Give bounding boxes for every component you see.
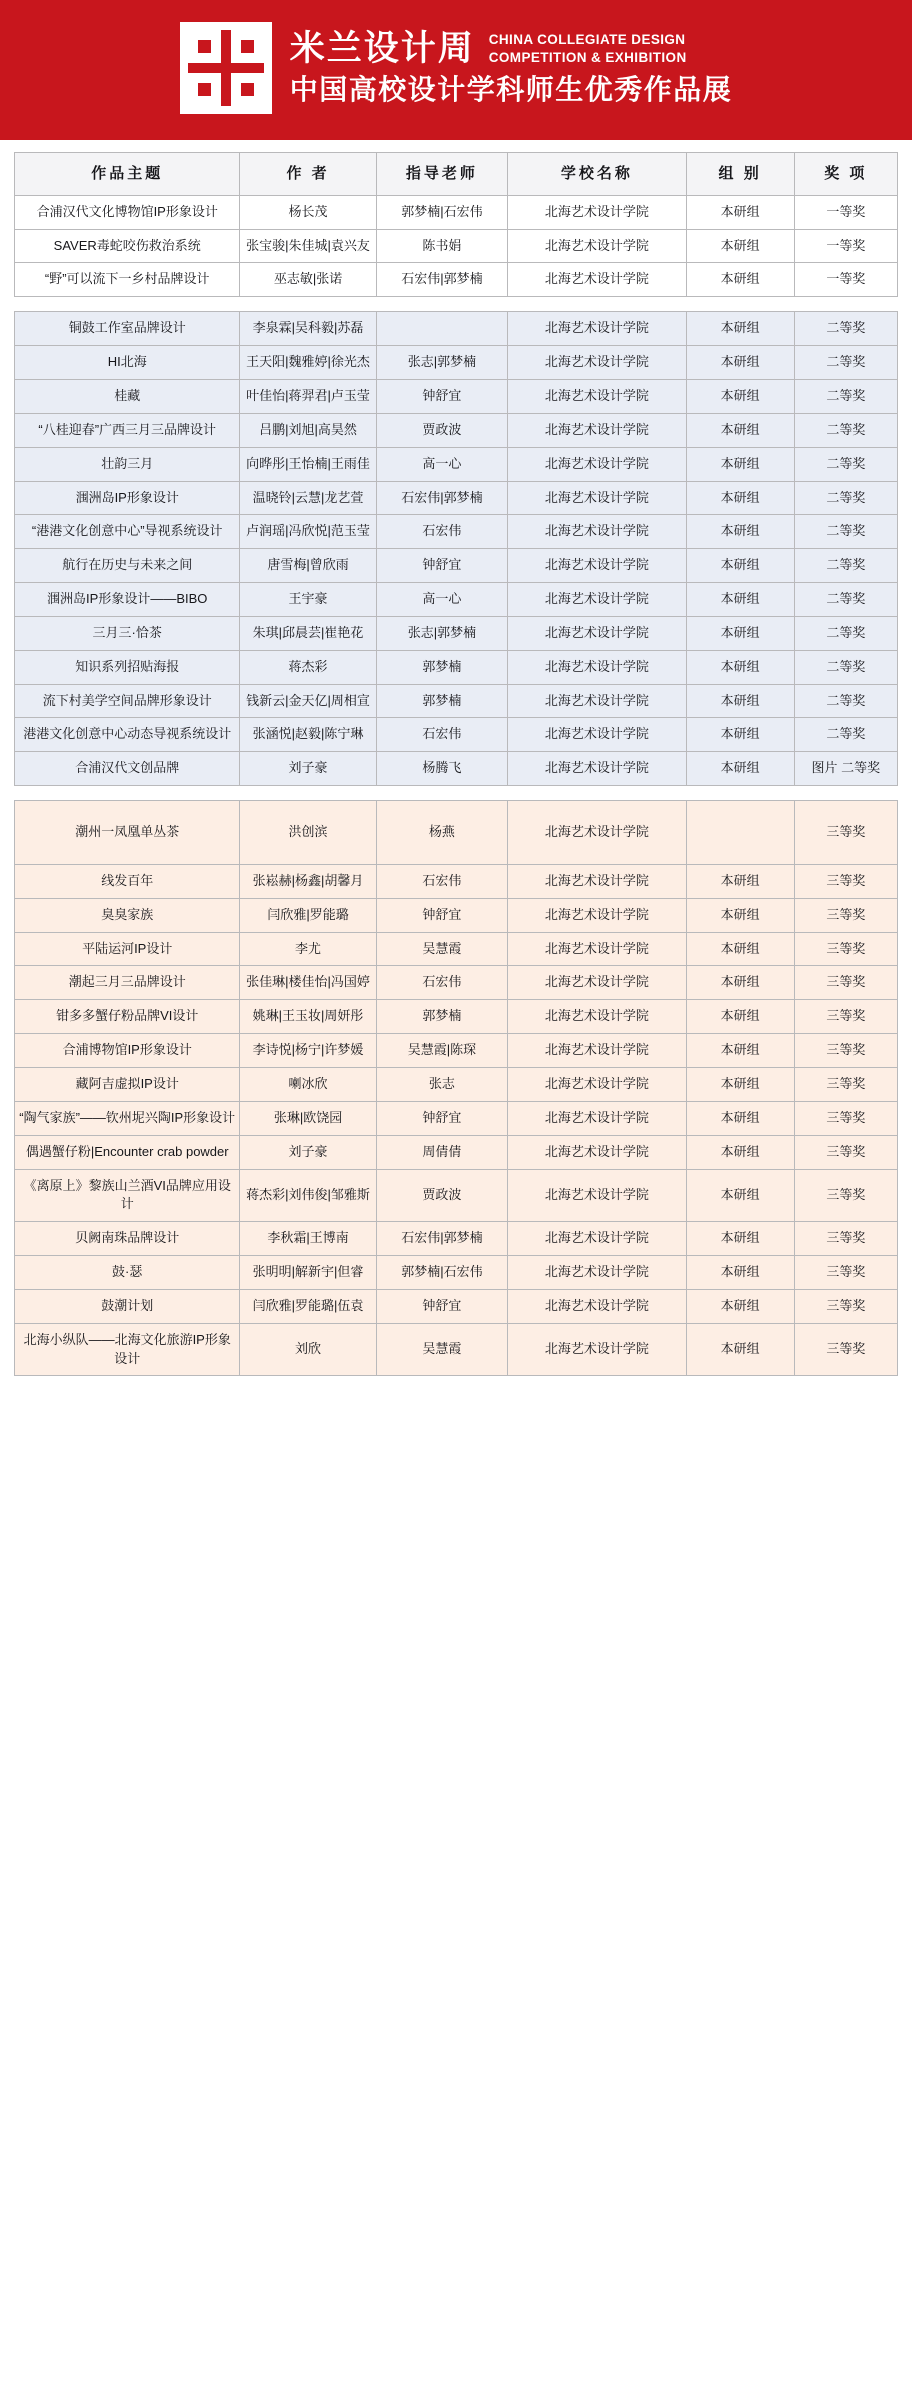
work-title-cell: 三月三·恰茶 — [15, 616, 240, 650]
award-cell: 二等奖 — [794, 583, 897, 617]
group-cell: 本研组 — [686, 1000, 794, 1034]
award-cell: 三等奖 — [794, 1323, 897, 1376]
school-cell: 北海艺术设计学院 — [508, 229, 686, 263]
work-title-cell: 线发百年 — [15, 864, 240, 898]
award-cell: 三等奖 — [794, 1289, 897, 1323]
author-cell: 李秋霜|王博南 — [240, 1222, 376, 1256]
award-cell: 二等奖 — [794, 515, 897, 549]
header-banner-inner — [180, 22, 733, 114]
tutor-cell: 石宏伟 — [376, 718, 508, 752]
tutor-cell: 石宏伟|郭梦楠 — [376, 481, 508, 515]
work-title-cell: 航行在历史与未来之间 — [15, 549, 240, 583]
group-cell: 本研组 — [686, 966, 794, 1000]
tutor-cell: 贾政波 — [376, 413, 508, 447]
author-cell: 刘子豪 — [240, 752, 376, 786]
award-cell: 二等奖 — [794, 481, 897, 515]
school-cell: 北海艺术设计学院 — [508, 549, 686, 583]
table-row — [15, 1289, 898, 1323]
school-cell: 北海艺术设计学院 — [508, 481, 686, 515]
tutor-cell: 郭梦楠|石宏伟 — [376, 1256, 508, 1290]
tutor-cell: 郭梦楠 — [376, 1000, 508, 1034]
school-cell: 北海艺术设计学院 — [508, 583, 686, 617]
tutor-cell: 吴慧霞 — [376, 1323, 508, 1376]
work-title-cell: 涠洲岛IP形象设计——BIBO — [15, 583, 240, 617]
table-row — [15, 1135, 898, 1169]
column-header-title: 作品主题 — [15, 153, 240, 196]
column-header-school: 学校名称 — [508, 153, 686, 196]
award-cell: 二等奖 — [794, 346, 897, 380]
tutor-cell: 石宏伟 — [376, 515, 508, 549]
award-cell: 二等奖 — [794, 650, 897, 684]
work-title-cell: 贝阙南珠品牌设计 — [15, 1222, 240, 1256]
column-header-author: 作 者 — [240, 153, 376, 196]
award-cell: 三等奖 — [794, 1034, 897, 1068]
group-cell: 本研组 — [686, 229, 794, 263]
tutor-cell: 石宏伟 — [376, 966, 508, 1000]
table-row — [15, 932, 898, 966]
tutor-cell: 张志|郭梦楠 — [376, 616, 508, 650]
work-title-cell: 流下村美学空间品牌形象设计 — [15, 684, 240, 718]
school-cell: 北海艺术设计学院 — [508, 1135, 686, 1169]
header-title-en-line1: CHINA COLLEGIATE DESIGN — [488, 31, 686, 47]
tutor-cell: 张志 — [376, 1068, 508, 1102]
table-row — [15, 447, 898, 481]
group-cell: 本研组 — [686, 1256, 794, 1290]
table-row — [15, 1256, 898, 1290]
award-cell: 三等奖 — [794, 1222, 897, 1256]
author-cell: 李尤 — [240, 932, 376, 966]
work-title-cell: 鼓·瑟 — [15, 1256, 240, 1290]
author-cell: 喇冰欣 — [240, 1068, 376, 1102]
work-title-cell: 合浦汉代文创品牌 — [15, 752, 240, 786]
school-cell: 北海艺术设计学院 — [508, 1289, 686, 1323]
header-title-cn-sub: 中国高校设计学科师生优秀作品展 — [289, 74, 733, 106]
table-row — [15, 1000, 898, 1034]
tutor-cell: 杨燕 — [376, 801, 508, 865]
author-cell: 闫欣雅|罗能璐|伍袁 — [240, 1289, 376, 1323]
school-cell: 北海艺术设计学院 — [508, 312, 686, 346]
tutor-cell: 高一心 — [376, 583, 508, 617]
school-cell: 北海艺术设计学院 — [508, 650, 686, 684]
group-cell: 本研组 — [686, 932, 794, 966]
author-cell: 巫志敏|张诺 — [240, 263, 376, 297]
work-title-cell: “八桂迎春”广西三月三品牌设计 — [15, 413, 240, 447]
group-cell: 本研组 — [686, 864, 794, 898]
header-title-cn-main: 米兰设计周 — [289, 29, 475, 69]
author-cell: 朱琪|邱晨芸|崔艳花 — [240, 616, 376, 650]
group-cell: 本研组 — [686, 650, 794, 684]
table-row — [15, 684, 898, 718]
milan-design-week-logo-icon — [180, 22, 272, 114]
table-row — [15, 1323, 898, 1376]
table-row — [15, 413, 898, 447]
tutor-cell: 郭梦楠|石宏伟 — [376, 195, 508, 229]
group-cell: 本研组 — [686, 1289, 794, 1323]
tutor-cell: 郭梦楠 — [376, 650, 508, 684]
award-cell: 三等奖 — [794, 898, 897, 932]
award-cell: 二等奖 — [794, 684, 897, 718]
work-title-cell: 铜鼓工作室品牌设计 — [15, 312, 240, 346]
work-title-cell: 合浦博物馆IP形象设计 — [15, 1034, 240, 1068]
table-row — [15, 312, 898, 346]
work-title-cell: HI北海 — [15, 346, 240, 380]
school-cell: 北海艺术设计学院 — [508, 1034, 686, 1068]
school-cell: 北海艺术设计学院 — [508, 515, 686, 549]
tutor-cell: 石宏伟 — [376, 864, 508, 898]
table-row — [15, 1068, 898, 1102]
work-title-cell: 潮起三月三品牌设计 — [15, 966, 240, 1000]
award-cell: 二等奖 — [794, 718, 897, 752]
group-cell: 本研组 — [686, 346, 794, 380]
school-cell: 北海艺术设计学院 — [508, 1256, 686, 1290]
school-cell: 北海艺术设计学院 — [508, 346, 686, 380]
school-cell: 北海艺术设计学院 — [508, 801, 686, 865]
group-cell: 本研组 — [686, 616, 794, 650]
author-cell: 蒋杰彩|刘伟俊|邹雅斯 — [240, 1169, 376, 1222]
group-cell: 本研组 — [686, 413, 794, 447]
group-cell: 本研组 — [686, 1169, 794, 1222]
work-title-cell: 钳多多蟹仔粉品牌VI设计 — [15, 1000, 240, 1034]
table-row — [15, 752, 898, 786]
work-title-cell: 合浦汉代文化博物馆IP形象设计 — [15, 195, 240, 229]
school-cell: 北海艺术设计学院 — [508, 1222, 686, 1256]
tutor-cell: 张志|郭梦楠 — [376, 346, 508, 380]
tutor-cell: 高一心 — [376, 447, 508, 481]
group-cell — [686, 801, 794, 865]
award-cell: 二等奖 — [794, 379, 897, 413]
award-cell: 三等奖 — [794, 1101, 897, 1135]
group-cell: 本研组 — [686, 684, 794, 718]
table-row — [15, 515, 898, 549]
tier-separator-cell — [15, 786, 898, 801]
table-row — [15, 379, 898, 413]
work-title-cell: “野”可以流下一乡村品牌设计 — [15, 263, 240, 297]
table-row — [15, 263, 898, 297]
author-cell: 刘子豪 — [240, 1135, 376, 1169]
author-cell: 钱新云|金天亿|周相宣 — [240, 684, 376, 718]
school-cell: 北海艺术设计学院 — [508, 684, 686, 718]
work-title-cell: 涠洲岛IP形象设计 — [15, 481, 240, 515]
author-cell: 李泉霖|吴科毅|苏磊 — [240, 312, 376, 346]
tutor-cell: 陈书娟 — [376, 229, 508, 263]
group-cell: 本研组 — [686, 583, 794, 617]
author-cell: 王天阳|魏雅婷|徐光杰 — [240, 346, 376, 380]
column-header-award: 奖 项 — [794, 153, 897, 196]
table-row — [15, 1034, 898, 1068]
table-row — [15, 481, 898, 515]
tutor-cell: 钟舒宜 — [376, 898, 508, 932]
award-cell: 三等奖 — [794, 1169, 897, 1222]
author-cell: 李诗悦|杨宁|许梦媛 — [240, 1034, 376, 1068]
author-cell: 吕鹏|刘旭|高昊然 — [240, 413, 376, 447]
school-cell: 北海艺术设计学院 — [508, 1169, 686, 1222]
work-title-cell: 《离原上》黎族山兰酒VI品牌应用设计 — [15, 1169, 240, 1222]
school-cell: 北海艺术设计学院 — [508, 263, 686, 297]
award-cell: 三等奖 — [794, 1135, 897, 1169]
award-cell: 二等奖 — [794, 549, 897, 583]
tutor-cell: 吴慧霞 — [376, 932, 508, 966]
awards-table — [14, 152, 898, 1376]
author-cell: 温晓铃|云慧|龙艺萱 — [240, 481, 376, 515]
awards-table-body — [15, 195, 898, 1376]
tier-separator-cell — [15, 297, 898, 312]
award-cell: 一等奖 — [794, 195, 897, 229]
awards-table-wrapper — [0, 140, 912, 1382]
author-cell: 张崧赫|杨鑫|胡馨月 — [240, 864, 376, 898]
author-cell: 叶佳怡|蒋羿君|卢玉莹 — [240, 379, 376, 413]
table-row — [15, 346, 898, 380]
group-cell: 本研组 — [686, 481, 794, 515]
group-cell: 本研组 — [686, 447, 794, 481]
award-cell: 一等奖 — [794, 229, 897, 263]
group-cell: 本研组 — [686, 1068, 794, 1102]
school-cell: 北海艺术设计学院 — [508, 1000, 686, 1034]
author-cell: 蒋杰彩 — [240, 650, 376, 684]
group-cell: 本研组 — [686, 263, 794, 297]
group-cell: 本研组 — [686, 898, 794, 932]
award-cell: 三等奖 — [794, 801, 897, 865]
header-title-en — [489, 31, 687, 67]
author-cell: 刘欣 — [240, 1323, 376, 1376]
tutor-cell: 钟舒宜 — [376, 379, 508, 413]
work-title-cell: 臭臭家族 — [15, 898, 240, 932]
award-cell: 一等奖 — [794, 263, 897, 297]
tutor-cell: 贾政波 — [376, 1169, 508, 1222]
work-title-cell: 知识系列招贴海报 — [15, 650, 240, 684]
award-cell: 二等奖 — [794, 312, 897, 346]
award-cell: 二等奖 — [794, 447, 897, 481]
award-cell: 二等奖 — [794, 616, 897, 650]
table-header-row — [15, 153, 898, 196]
tier-separator — [15, 297, 898, 312]
author-cell: 张琳|欧饶园 — [240, 1101, 376, 1135]
group-cell: 本研组 — [686, 1034, 794, 1068]
tutor-cell — [376, 312, 508, 346]
tutor-cell: 郭梦楠 — [376, 684, 508, 718]
author-cell: 王宇豪 — [240, 583, 376, 617]
work-title-cell: 北海小纵队——北海文化旅游IP形象设计 — [15, 1323, 240, 1376]
column-header-group: 组 别 — [686, 153, 794, 196]
school-cell: 北海艺术设计学院 — [508, 1068, 686, 1102]
group-cell: 本研组 — [686, 549, 794, 583]
school-cell: 北海艺术设计学院 — [508, 447, 686, 481]
table-row — [15, 718, 898, 752]
table-row — [15, 966, 898, 1000]
table-row — [15, 583, 898, 617]
award-cell: 三等奖 — [794, 1000, 897, 1034]
school-cell: 北海艺术设计学院 — [508, 966, 686, 1000]
school-cell: 北海艺术设计学院 — [508, 1101, 686, 1135]
award-cell: 三等奖 — [794, 966, 897, 1000]
table-row — [15, 864, 898, 898]
author-cell: 姚琳|王玉妆|周妍彤 — [240, 1000, 376, 1034]
tier-separator — [15, 786, 898, 801]
author-cell: 唐雪梅|曾欣雨 — [240, 549, 376, 583]
school-cell: 北海艺术设计学院 — [508, 616, 686, 650]
group-cell: 本研组 — [686, 1135, 794, 1169]
author-cell: 洪创滨 — [240, 801, 376, 865]
work-title-cell: 偶遇蟹仔粉|Encounter crab powder — [15, 1135, 240, 1169]
award-cell: 三等奖 — [794, 1256, 897, 1290]
group-cell: 本研组 — [686, 312, 794, 346]
school-cell: 北海艺术设计学院 — [508, 752, 686, 786]
award-cell: 三等奖 — [794, 932, 897, 966]
tutor-cell: 钟舒宜 — [376, 1101, 508, 1135]
tutor-cell: 石宏伟|郭梦楠 — [376, 1222, 508, 1256]
table-row — [15, 801, 898, 865]
school-cell: 北海艺术设计学院 — [508, 932, 686, 966]
tutor-cell: 石宏伟|郭梦楠 — [376, 263, 508, 297]
header-title-block — [290, 29, 733, 107]
group-cell: 本研组 — [686, 752, 794, 786]
group-cell: 本研组 — [686, 1101, 794, 1135]
group-cell: 本研组 — [686, 195, 794, 229]
table-row — [15, 195, 898, 229]
tutor-cell: 钟舒宜 — [376, 549, 508, 583]
school-cell: 北海艺术设计学院 — [508, 413, 686, 447]
tutor-cell: 杨腾飞 — [376, 752, 508, 786]
header-title-en-line2: COMPETITION & EXHIBITION — [488, 50, 687, 66]
author-cell: 张明明|解新宇|但睿 — [240, 1256, 376, 1290]
author-cell: 张宝骏|朱佳城|袁兴友 — [240, 229, 376, 263]
group-cell: 本研组 — [686, 1323, 794, 1376]
table-row — [15, 549, 898, 583]
header-banner — [0, 0, 912, 140]
group-cell: 本研组 — [686, 515, 794, 549]
work-title-cell: 壮韵三月 — [15, 447, 240, 481]
table-row — [15, 1222, 898, 1256]
group-cell: 本研组 — [686, 379, 794, 413]
school-cell: 北海艺术设计学院 — [508, 864, 686, 898]
work-title-cell: 鼓潮计划 — [15, 1289, 240, 1323]
award-cell: 三等奖 — [794, 1068, 897, 1102]
work-title-cell: 港港文化创意中心动态导视系统设计 — [15, 718, 240, 752]
author-cell: 向晔彤|王怡楠|王雨佳 — [240, 447, 376, 481]
work-title-cell: “陶气家族”——钦州坭兴陶IP形象设计 — [15, 1101, 240, 1135]
school-cell: 北海艺术设计学院 — [508, 195, 686, 229]
awards-table-head — [15, 153, 898, 196]
work-title-cell: SAVER毒蛇咬伤救治系统 — [15, 229, 240, 263]
table-row — [15, 616, 898, 650]
author-cell: 闫欣雅|罗能璐 — [240, 898, 376, 932]
school-cell: 北海艺术设计学院 — [508, 379, 686, 413]
table-row — [15, 229, 898, 263]
work-title-cell: 平陆运河IP设计 — [15, 932, 240, 966]
work-title-cell: “港港文化创意中心”导视系统设计 — [15, 515, 240, 549]
award-cell: 二等奖 — [794, 413, 897, 447]
table-row — [15, 650, 898, 684]
table-row — [15, 898, 898, 932]
table-row — [15, 1169, 898, 1222]
group-cell: 本研组 — [686, 1222, 794, 1256]
author-cell: 杨长茂 — [240, 195, 376, 229]
tutor-cell: 吴慧霞|陈琛 — [376, 1034, 508, 1068]
table-row — [15, 1101, 898, 1135]
work-title-cell: 藏阿吉虚拟IP设计 — [15, 1068, 240, 1102]
work-title-cell: 潮州一凤凰单丛茶 — [15, 801, 240, 865]
group-cell: 本研组 — [686, 718, 794, 752]
author-cell: 卢润瑶|冯欣悦|范玉莹 — [240, 515, 376, 549]
author-cell: 张佳琳|楼佳怡|冯国婷 — [240, 966, 376, 1000]
work-title-cell: 桂藏 — [15, 379, 240, 413]
school-cell: 北海艺术设计学院 — [508, 718, 686, 752]
tutor-cell: 钟舒宜 — [376, 1289, 508, 1323]
school-cell: 北海艺术设计学院 — [508, 1323, 686, 1376]
school-cell: 北海艺术设计学院 — [508, 898, 686, 932]
column-header-tutor: 指导老师 — [376, 153, 508, 196]
author-cell: 张涵悦|赵毅|陈宁琳 — [240, 718, 376, 752]
award-cell: 三等奖 — [794, 864, 897, 898]
tutor-cell: 周倩倩 — [376, 1135, 508, 1169]
award-cell: 图片 二等奖 — [794, 752, 897, 786]
